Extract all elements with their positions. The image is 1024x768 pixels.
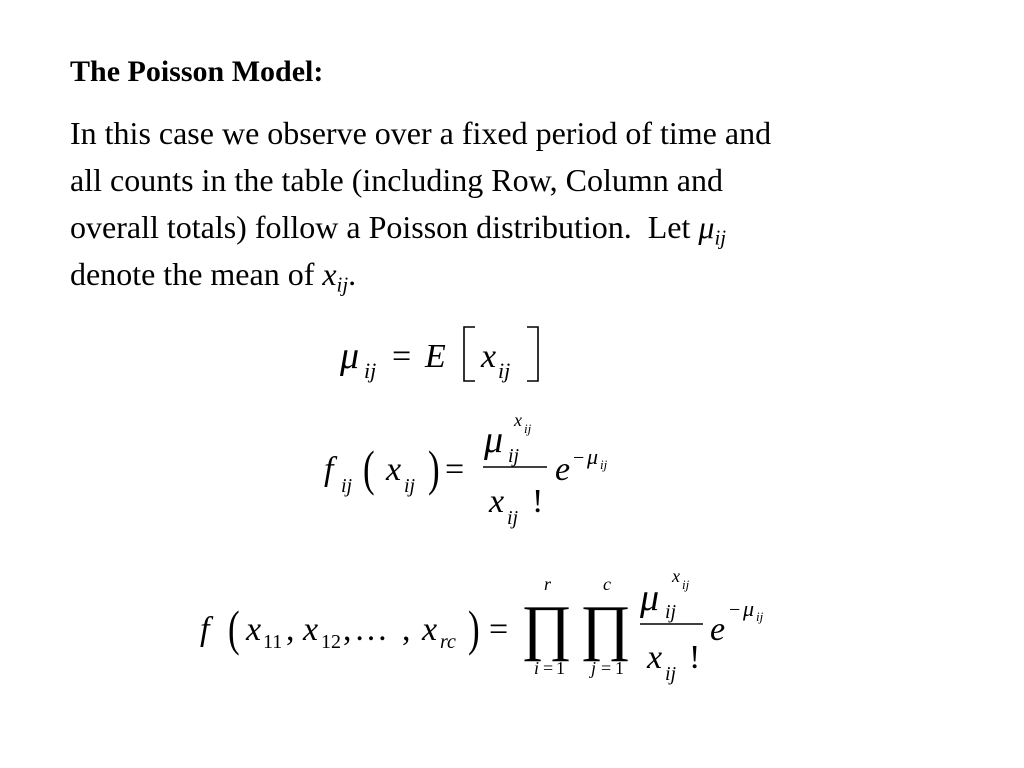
eq3-prod1-lower-index: i [534,658,540,678]
eq3-prod1-upper: r [544,574,552,594]
eq2-f: f [324,451,334,488]
eq3-product-symbol: ∏ [521,594,573,662]
eq1-x-subscript: ij [498,358,511,383]
eq3-num-mu-subscript: ij [665,601,677,623]
eq2-x-subscript: ij [404,475,416,497]
eq2-den-x: x [489,483,505,520]
eq3-x11-subscript: 11 [263,631,283,653]
mu-subscript: ij [714,226,726,250]
eq3-num-mu: μ [640,577,660,619]
eq2-den-factorial: ! [532,483,544,520]
eq3-e-exp-mu-subscript: ij [756,609,764,624]
paragraph-text: denote the mean of [70,256,323,292]
eq2-left-paren: ( [363,442,375,497]
eq3-prod1-lower-equals: = [543,658,554,678]
eq3-prod1-lower-value: 1 [556,658,565,678]
eq1-mu-subscript: ij [364,358,377,383]
eq3-e-exp-mu: μ [743,596,755,621]
eq3-xrc: x [422,611,438,648]
paragraph-line: all counts in the table (including Row, Column and [70,162,723,198]
eq3-den-x: x [647,639,663,676]
eq3-prod2-lower-equals: = [601,658,612,678]
eq1-mu: μ [340,335,360,377]
eq3-e-exp-minus: − [729,599,741,621]
eq3-prod2-lower-value: 1 [615,658,624,678]
eq3-num-exponent-subscript: ij [682,577,690,592]
eq2-x: x [386,451,402,488]
eq3-prod2-lower-index: j [591,658,597,678]
slide-title: The Poisson Model: [70,55,324,88]
eq3-prod2-upper: c [603,574,611,594]
eq3-f: f [200,611,210,648]
paragraph-text: overall totals) follow a Poisson distribution. Let [70,209,699,245]
eq1-x: x [481,338,497,375]
paragraph-line: In this case we observe over a fixed period of time and [70,115,772,151]
eq3-x11: x [246,611,262,648]
eq2-f-subscript: ij [341,475,353,497]
x-symbol: x [322,256,337,292]
eq3-product-symbol: ∏ [580,594,632,662]
eq1-expectation: E [425,338,446,375]
eq3-comma: , [286,611,295,648]
eq3-den-x-subscript: ij [665,663,677,685]
eq2-num-mu-subscript: ij [508,445,520,467]
eq3-comma: , [402,611,411,648]
eq3-comma: , [343,611,352,648]
eq3-right-paren: ) [468,602,480,657]
eq2-e-exp-mu-subscript: ij [600,457,608,472]
x-subscript: ij [336,273,349,297]
eq3-ellipsis: … [354,611,388,648]
eq2-e-exp-minus: − [573,447,585,469]
eq2-num-exponent-subscript: ij [524,421,532,436]
eq1-equals: = [392,338,412,375]
eq3-num-exponent-x: x [672,566,680,586]
eq3-left-paren: ( [228,602,240,657]
mu-symbol: μ [698,209,715,245]
eq3-den-factorial: ! [689,639,701,676]
eq3-x12: x [303,611,319,648]
eq2-num-exponent-x: x [514,410,522,430]
eq3-xrc-subscript: rc [440,631,456,653]
period: . [348,256,357,292]
eq3-x12-subscript: 12 [321,631,341,653]
eq2-num-mu: μ [484,419,504,461]
eq3-equals: = [489,611,509,648]
eq2-e: e [555,451,571,488]
eq2-e-exp-mu: μ [587,444,599,469]
eq2-right-paren: ) [428,442,440,497]
eq2-den-x-subscript: ij [507,507,519,529]
eq2-equals: = [445,451,465,488]
eq3-e: e [710,611,726,648]
